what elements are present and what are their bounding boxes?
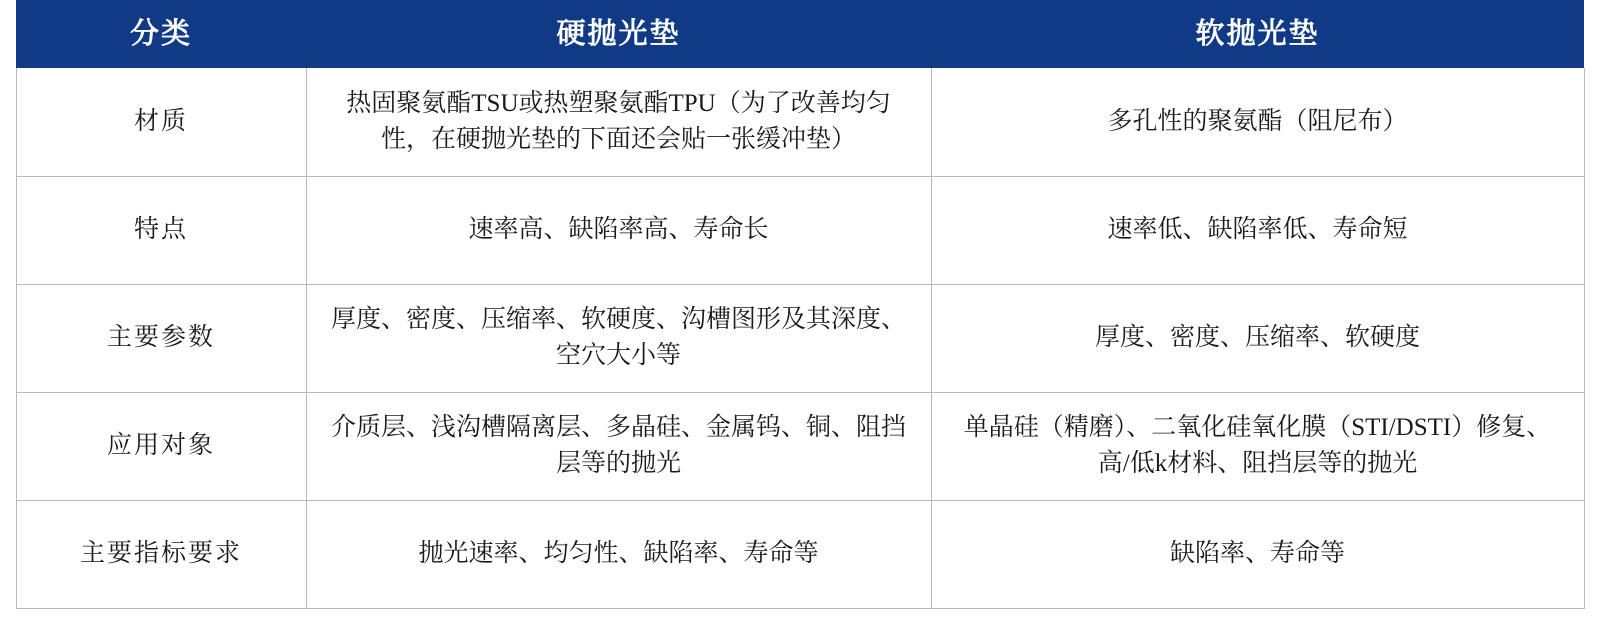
column-header-category: 分类 [16, 0, 306, 68]
row-label-main-parameters: 主要参数 [16, 284, 306, 392]
cell-soft-key-requirements: 缺陷率、寿命等 [931, 500, 1584, 608]
cell-hard-material: 热固聚氨酯TSU或热塑聚氨酯TPU（为了改善均匀性，在硬抛光垫的下面还会贴一张缓冲垫） [306, 68, 931, 176]
row-label-key-requirements: 主要指标要求 [16, 500, 306, 608]
table-header-row [16, 0, 1584, 68]
cell-hard-application: 介质层、浅沟槽隔离层、多晶硅、金属钨、铜、阻挡层等的抛光 [306, 392, 931, 500]
row-label-features: 特点 [16, 176, 306, 284]
row-label-material: 材质 [16, 68, 306, 176]
cell-hard-key-requirements: 抛光速率、均匀性、缺陷率、寿命等 [306, 500, 931, 608]
table-body [16, 68, 1584, 608]
table-row [16, 284, 1584, 392]
cell-soft-features: 速率低、缺陷率低、寿命短 [931, 176, 1584, 284]
cell-soft-main-parameters: 厚度、密度、压缩率、软硬度 [931, 284, 1584, 392]
table-row [16, 68, 1584, 176]
table-row [16, 500, 1584, 608]
column-header-hard-pad: 硬抛光垫 [306, 0, 931, 68]
table-row [16, 392, 1584, 500]
cell-hard-features: 速率高、缺陷率高、寿命长 [306, 176, 931, 284]
table-header [16, 0, 1584, 68]
table-row [16, 176, 1584, 284]
column-header-soft-pad: 软抛光垫 [931, 0, 1584, 68]
cell-hard-main-parameters: 厚度、密度、压缩率、软硬度、沟槽图形及其深度、空穴大小等 [306, 284, 931, 392]
polishing-pad-comparison-table [16, 0, 1585, 609]
cell-soft-material: 多孔性的聚氨酯（阻尼布） [931, 68, 1584, 176]
row-label-application: 应用对象 [16, 392, 306, 500]
cell-soft-application: 单晶硅（精磨）、二氧化硅氧化膜（STI/DSTI）修复、高/低k材料、阻挡层等的抛光 [931, 392, 1584, 500]
